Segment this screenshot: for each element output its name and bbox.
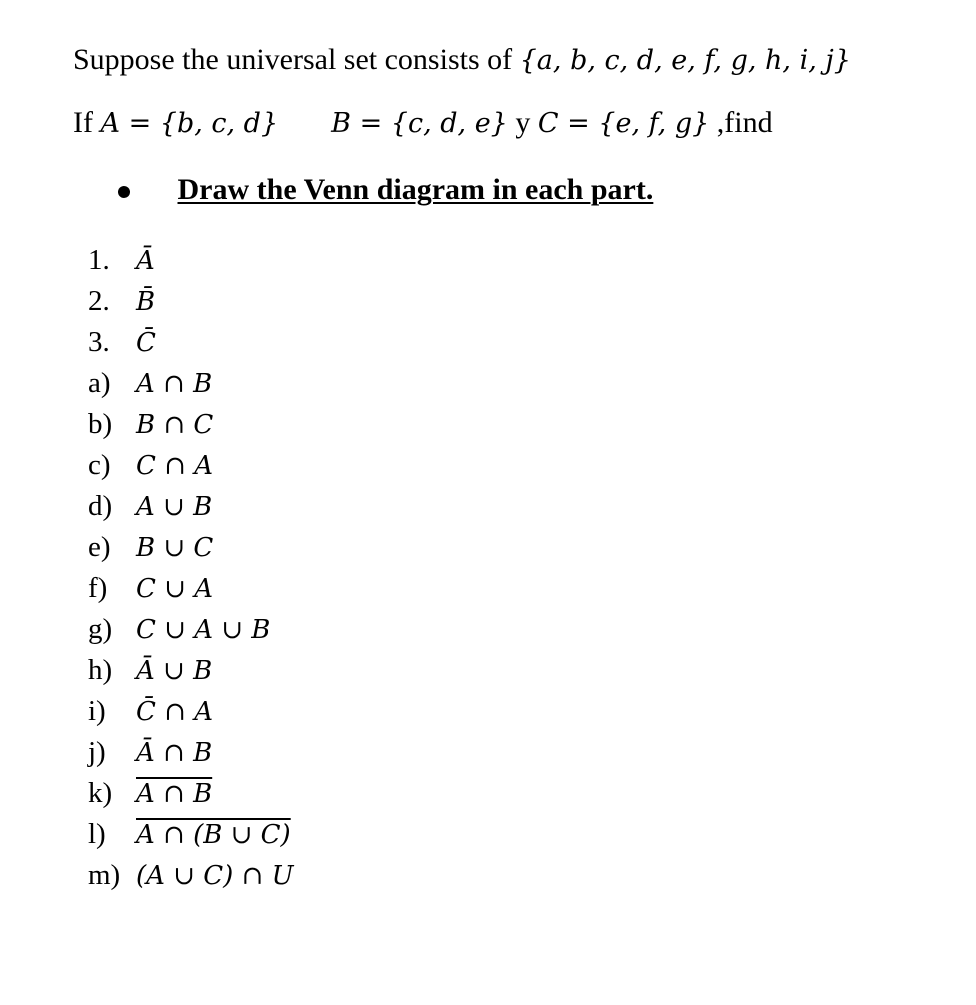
item-label: b) (88, 408, 113, 440)
item-expression: Ā ∩ B (136, 738, 213, 768)
list-item (88, 691, 294, 732)
item-label: i) (88, 695, 106, 727)
item-label: 2. (88, 285, 110, 317)
item-expression: A ∪ B (136, 492, 213, 522)
intro-line (73, 40, 851, 81)
list-item (88, 609, 294, 650)
item-label: l) (88, 818, 106, 850)
set-a-definition: A = {b, c, d} (100, 108, 279, 139)
item-expression: Ā ∪ B (136, 656, 213, 686)
list-item (88, 281, 294, 322)
item-expression: C ∪ A (136, 574, 213, 604)
item-expression: B̄ (136, 287, 156, 317)
list-item (88, 773, 294, 814)
item-expression: C ∪ A ∪ B (136, 615, 271, 645)
list-item (88, 404, 294, 445)
universal-set: {a, b, c, d, e, f, g, h, i, j} (519, 45, 851, 76)
list-item (88, 855, 294, 896)
item-expression: A ∩ B (136, 779, 213, 809)
item-label: d) (88, 490, 113, 522)
list-item (88, 527, 294, 568)
item-label: m) (88, 859, 121, 891)
list-item (88, 732, 294, 773)
item-expression: B ∪ C (136, 533, 214, 563)
item-expression: C̄ ∩ A (136, 697, 213, 727)
item-expression: Ā (136, 246, 155, 276)
intro-text: Suppose the universal set consists of (73, 43, 513, 76)
list-item (88, 445, 294, 486)
list-item (88, 650, 294, 691)
conditions-line (73, 103, 773, 144)
item-expression: C ∩ A (136, 451, 213, 481)
item-label: f) (88, 572, 108, 604)
list-item (88, 814, 294, 855)
if-word: If (73, 106, 93, 139)
item-label: 1. (88, 244, 110, 276)
list-item (88, 363, 294, 404)
item-expression: A ∩ (B ∪ C) (136, 820, 291, 850)
item-expression: C̄ (136, 328, 156, 358)
exercise-list (88, 240, 294, 896)
item-expression: (A ∪ C) ∩ U (136, 861, 294, 891)
item-expression: A ∩ B (136, 369, 213, 399)
find-word: ,find (716, 106, 773, 139)
list-item (88, 322, 294, 363)
set-b-definition: B = {c, d, e} (331, 108, 508, 139)
item-label: k) (88, 777, 113, 809)
item-label: e) (88, 531, 111, 563)
item-label: a) (88, 367, 111, 399)
item-expression: B ∩ C (136, 410, 214, 440)
item-label: g) (88, 613, 113, 645)
item-label: j) (88, 736, 106, 768)
instruction-bullet (118, 172, 653, 208)
item-label: 3. (88, 326, 110, 358)
instruction-text: Draw the Venn diagram in each part. (177, 173, 654, 206)
set-c-definition: C = {e, f, g} (537, 108, 710, 139)
list-item (88, 240, 294, 281)
list-item (88, 568, 294, 609)
bullet-dot-icon (118, 186, 130, 198)
list-item (88, 486, 294, 527)
item-label: c) (88, 449, 111, 481)
connector-word: y (515, 106, 531, 139)
item-label: h) (88, 654, 113, 686)
